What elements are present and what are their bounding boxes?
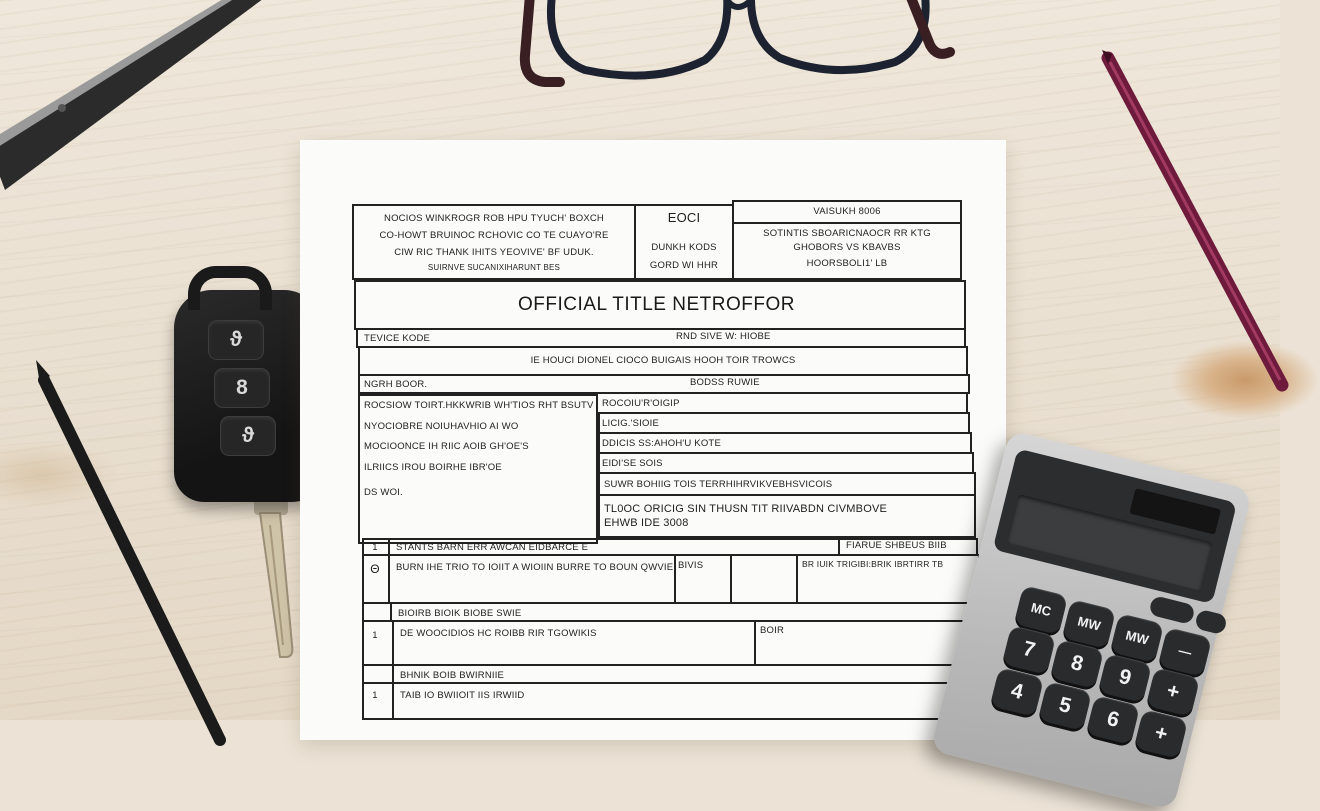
- tablet-edge: [0, 0, 270, 200]
- right-block-line-5: SUWR BOHIIG TOIS TERRHIHRVIKVEBHSVICOIS: [604, 479, 833, 490]
- header-right-line-1: VAISUKH 8006: [813, 206, 881, 217]
- section-1-right-label: FIARUE SHBEUS BIIB: [846, 540, 947, 551]
- section-2-row-divider: [754, 620, 756, 666]
- section-1-row-divider: [796, 554, 798, 604]
- form-title: OFFICIAL TITLE NETROFFOR: [518, 294, 795, 315]
- left-block-line-5: DS WOI.: [364, 487, 403, 498]
- key-fob-ring: [188, 266, 272, 310]
- section-1-row-divider: [674, 554, 676, 604]
- header-mid-line-3: GORD WI HHR: [649, 260, 719, 271]
- form-row-2-text: IE HOUCI DIONEL CIOCO BUIGAIS HOOH TOIR TROWCS: [530, 355, 796, 366]
- header-right-line-2: SOTINTIS SBOARICNAOCR RR KTG: [763, 228, 931, 239]
- header-right-divider: [732, 222, 962, 224]
- calc-key-6: 6: [1086, 695, 1140, 745]
- lock-button: ϑ: [208, 320, 264, 360]
- header-left-line-2: CO-HOWT BRUINOC RCHOVIC CO TE CUAYO'RE: [379, 230, 609, 241]
- header-right-line-4: HOORSBOLI1' LB: [806, 258, 888, 269]
- section-1-row-divider: [730, 554, 732, 604]
- calc-key-plus: +: [1146, 667, 1200, 717]
- calc-key-8: 8: [1050, 639, 1104, 689]
- section-3-label: BHNIK BOIB BWIRNIIE: [400, 670, 505, 681]
- field-label: NGRH BOOR.: [364, 379, 428, 390]
- paper-form: [300, 140, 1006, 740]
- header-mid-code: EOCI: [667, 210, 701, 225]
- trunk-button: ϑ: [220, 416, 276, 456]
- section-3-divider: [392, 664, 394, 684]
- section-2-right: BOIR: [760, 625, 785, 636]
- section-3-number: 1: [372, 690, 378, 701]
- calc-key-mw: MW: [1062, 599, 1116, 649]
- glasses-icon: [505, 0, 965, 100]
- field-label: RND SIVE W: HIOBE: [676, 331, 771, 342]
- left-block-line-3: MOCIOONCE IH RIIC AOIB GH'OE'S: [364, 441, 529, 452]
- section-1-row-mid: BIVIS: [678, 560, 704, 571]
- calc-key-mw: MW: [1110, 613, 1164, 663]
- pen-icon: [1100, 50, 1280, 380]
- right-block-line-1: ROCOIU'R'OIGIP: [602, 398, 680, 409]
- field-label: BODSS RUWIE: [690, 377, 760, 388]
- unlock-button: 8: [214, 368, 270, 408]
- calc-key-minus: —: [1158, 627, 1212, 677]
- calc-key-5: 5: [1038, 681, 1092, 731]
- header-left-line-4: SUIRNVE SUCANIXIHARUNT BES: [427, 263, 561, 272]
- field-label: TEVICE KODE: [364, 333, 431, 344]
- section-1-row-right: BR IUIK TRIGIBI:BRIK IBRTIRR TB: [802, 559, 944, 569]
- section-2-number: 1: [372, 630, 378, 641]
- calc-key-4: 4: [990, 667, 1044, 717]
- header-mid-line-2: DUNKH KODS: [651, 242, 717, 253]
- header-right-line-3: GHOBORS VS KBAVBS: [793, 242, 901, 253]
- calc-key-mc: MC: [1014, 585, 1068, 635]
- section-1-row-text: BURN IHE TRIO TO IOIIT A WIOIIN BURRE TO BOUN QWVIE: [396, 562, 674, 573]
- section-2-label: BIOIRB BIOIK BIOBE SWIE: [398, 608, 522, 619]
- section-3-text: TAIB IO BWIIOIT IIS IRWIID: [400, 690, 525, 701]
- right-block-line-3: DDICIS SS:AHOH'U KOTE: [602, 438, 721, 449]
- section-2-divider: [390, 602, 392, 622]
- calc-key-plus: +: [1134, 709, 1188, 759]
- section-1-row-number: Θ: [370, 562, 380, 576]
- calc-key-9: 9: [1098, 653, 1152, 703]
- header-left-line-1: NOCIOS WINKROGR ROB HPU TYUCH' BOXCH: [384, 213, 604, 224]
- section-2-text: DE WOOCIDIOS HC ROIBB RIR TGOWIKIS: [400, 628, 597, 639]
- header-left-line-3: CIW RIC THANK IHITS YEOVIVE' BF UDUK.: [394, 247, 594, 258]
- right-block-line-2: LICIG.'SIOIE: [602, 418, 660, 429]
- right-block-line-6: TL0OC ORICIG SIN THUSN TIT RIIVABDN CIVMBOVE EHWB IDE 3008: [604, 503, 888, 529]
- left-block-line-1: ROCSIOW TOIRT.HKKWRIB WH'TIOS RHT BSUTV: [364, 400, 594, 411]
- left-block-line-4: ILRIICS IROU BOIRHE IBR'OE: [364, 462, 502, 473]
- section-1-row-divider: [388, 554, 390, 604]
- calc-key-7: 7: [1002, 625, 1056, 675]
- right-block-line-4: EIDI'SE SOIS: [602, 458, 663, 469]
- section-3-row-divider: [392, 682, 394, 720]
- section-2-row: [362, 620, 984, 666]
- section-2-row-divider: [392, 620, 394, 666]
- section-1-number: 1: [372, 542, 378, 553]
- section-1-label: STANTS BARN ERR AWCAN EIDBARCE E: [396, 542, 589, 553]
- section-3-row: [362, 682, 988, 720]
- left-block-line-2: NYOCIOBRE NOIUHAVHIO AI WO: [364, 421, 519, 432]
